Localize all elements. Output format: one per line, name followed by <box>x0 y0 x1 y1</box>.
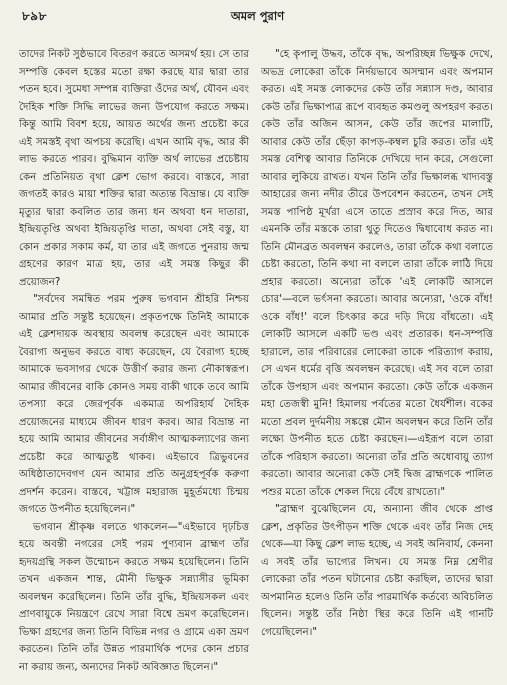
paragraph: তাদের নিকট সুষ্ঠভাবে বিতরণ করতে অসমর্থ হয়। সে তার সম্পত্তি কেবল হস্তের মতো রক্ষা করছে যার দ্বারা তার পতন হবে। সুমেধা সম্পন্ন ব্যক্তিরা ওঁদের অর্থ, যৌবন এবং দৈহিক শক্তি সিদ্ধি লাভের জন্য উপযোগ করতে সক্ষম। কিন্তু আমি বিবশ হয়ে, আয়ত অর্থের জন্য প্রচেষ্টা করে এই সমস্তই বৃথা অপচয় করেছি। এখন আমি বৃদ্ধ, আর কী লাভ করতে পারব। বুদ্ধিমান ব্যক্তি অর্থ লাভের প্রচেষ্টায় কেন প্রতিনিয়ত বৃথা ক্লেশ ভোগ করবে। বাস্তবে, সারা জগতই কারও মায়া শক্তির দ্বারা অত্যন্ত বিভ্রান্ত। যে ব্যক্তি মৃত্যুর দ্বারা কবলিত তার জন্য ধন অথবা ধন দাতারা, ইন্দ্রিয়তৃপ্তি অথবা ইন্দ্রিয়তৃপ্তি দাতা, অথবা সেই বস্তু, যা কোন প্রকার সকাম কর্ম, যা তার এই জগতে পুনরায় জন্ম গ্রহণের কারণ মাত্র হয়, তার এই সমস্ত কিছুর কী প্রয়োজন? <box>19 49 249 288</box>
right-column <box>261 46 493 676</box>
paragraph: "ব্রাহ্মণ বুঝেছিলেন যে, অন্যান্য জীব থেকে প্রাপ্ত ক্লেশ, প্রকৃতির উৎপীড়ন শক্তি থেকে এবং তাঁর নিজ দেহ থেকে—যা কিছু ক্লেশ লাভ হচ্ছে, এ সবই অনিবার্য, কেননা এ সবই তাঁর ভাগ্যের লিখন। যে সমস্ত নিম্ন শ্রেণীর লোকেরা তাঁর পতন ঘটানোর চেষ্টা করছিল, তাদের দ্বারা অপমানিত হলেও তিনি তাঁর পারমার্থিক কর্তব্যে অবিচলিত ছিলেন। সন্তুষ্ট তাঁর নিষ্ঠা স্থির করে তিনি এই গানটি গেয়েছিলেন।" <box>261 504 493 638</box>
left-column <box>19 46 249 676</box>
page-header <box>22 8 493 28</box>
paragraph: ভগবান শ্রীকৃষ্ণ বলতে থাকলেন—"এইভাবে দৃঢ়চিত্ত হয়ে অবন্তী নগরের সেই পরম পুণ্যবান ব্রাহ্মণ তাঁর হৃদয়গ্রন্থি সকল উন্মোচন করতে সক্ষম হয়েছিলেন। তিনি তখন একজন শান্ত, মৌনী ভিক্ষুক সন্ন্যাসীর ভূমিকা অবলম্বন করেছিলেন। তিনি তাঁর বুদ্ধি, ইন্দ্রিয়সকল এবং প্রাণবায়ুকে নিয়ন্ত্রণে রেখে সারা বিশ্বে ভ্রমণ করেছিলেন। ভিক্ষা গ্রহণের জন্য তিনি বিভিন্ন নগর ও গ্রামে একা ভ্রমণ করতেন। তিনি তাঁর উন্নত পারমার্থিক পদের কোন প্রচার না করায় জন্য, অন্যদের নিকট অবিজ্ঞাত ছিলেন।" <box>19 521 249 673</box>
running-title: অমল পুরাণ <box>230 9 285 23</box>
paragraph: "হে কৃপালু উদ্ধব, তাঁকে বৃদ্ধ, অপরিচ্ছন্ন ভিক্ষুক দেখে, অভদ্র লোকেরা তাঁকে নির্দয়ভাবে অসম্মান এবং অপমান করত। এই সমস্ত লোকদের কেউ তাঁর সন্ন্যাস দণ্ড, আবার কেউ তাঁর ভিক্ষাপাত্র রূপে ব্যবহৃত কমণ্ডলু অপহরণ করত। কেউ তাঁর অজিন আসন, কেউ তাঁর জপের মালাটি, আবার কেউ তাঁর ছেঁড়া কাপড়-কম্বল চুরি করত। তাঁর এই সমস্ত বেশিত্ব আবার তিনিকে দেখিয়ে দান করে, সেগুলো আবার লুকিয়ে রাখত। যখন তিনি তাঁর ভিক্ষালব্ধ খাদ্যবস্তু আহারের জন্য নদীর তীরে উপবেশন করতেন, তখন সেই সমস্ত পাপিষ্ঠ মূর্খরা এসে তাতে প্রস্রাব করে দিত, আর এমনকি তাঁর মস্তকে তারা থুতু দিতেও দ্বিধাবোধ করত না। তিনি মৌনব্রত অবলম্বন করলেও, তারা তাঁকে কথা বলাতে চেষ্টা করতো, তিনি কথা না বললে তারা তাঁকে লাঠি দিয়ে প্রহার করতো। অন্যেরা তাঁকে 'এই লোকটি আসলে চোর'—বলে ভর্ৎসনা করতো। আবার অন্যেরা, 'ওকে বাঁধ! ওকে বাঁধ!' বলে চিৎকার করে দড়ি দিয়ে বাঁধতো। এই লোকটি আসলে একটি ভণ্ড এবং প্রতারক। ধন-সম্পত্তি হারালে, তার পরিবারের লোকেরা তাকে পরিত্যাগ করায়, সে এখন ধর্মের বৃত্তি অবলম্বন করেছে। এই সব বলে তারা তাঁকে উপহাস এবং অপমান করতো। কেউ তাঁকে একজন মহা তেজস্বী মুনি! হিমালয় পর্বতের মতো ধৈর্যশীল। বকের মতো প্রবল দুর্দমনীয় সঙ্কল্পে মৌন অবলম্বন করে তিনি তাঁর লক্ষ্যে উপনীত হতে চেষ্টা করছেন।—এইরূপ বলে তারা তাঁকে পরিহাস করতো। অন্যেরা তাঁর প্রতি অধোবায়ু ত্যাগ করতো। আবার অন্যেরা কেউ সেই দ্বিজ ব্রাহ্মণকে পালিত পশুর মতো তাঁকে শেকল দিয়ে বেঁধে রাখতো।" <box>261 49 493 498</box>
page-number: ৮৯৮ <box>22 9 47 23</box>
paragraph: "সর্বদেব সমন্বিত পরম পুরুষ ভগবান শ্রীহরি নিশ্চয় আমার প্রতি সন্তুষ্ট হয়েছেন। প্রকৃতপক্ষে তিনিই আমাকে এই ক্লেশদায়ক অবস্থায় অবলম্ব করেছেন এবং আমাকে বৈরাগ্য অনুভব করতে বাধ্য করেছেন, যে বৈরাগ্য হচ্ছে আমাকে ভবসাগর থেকে উত্তীর্ণ করার জন্য নৌকাস্বরূপ। আমার জীবনের বাকি কোনও সময় বাকী থাকে তবে আমি তপস্যা করে জেরপূর্বক একমাত্র অপরিহার্য দৈহিক প্রয়োজনের মাধ্যমে জীবন ধারণ করব। আর বিভ্রান্ত না হয়ে আমি আমার জীবনের সর্বাঙ্গীণ আত্মকল্যাণের জন্য প্রচেষ্টা করে আত্মতুষ্ট থাকব। এইভাবে ত্রিভুবনের অধিষ্ঠাতাদেবগণ যেন আমার প্রতি অনুগ্রহপূর্বক করুণা প্রদর্শন করেন। বাস্তবে, খট্টাঙ্গ মহারাজ মুহূর্তমধ্যে চিন্ময় জগতে উপনীত হয়েছিলেন।" <box>19 294 249 515</box>
